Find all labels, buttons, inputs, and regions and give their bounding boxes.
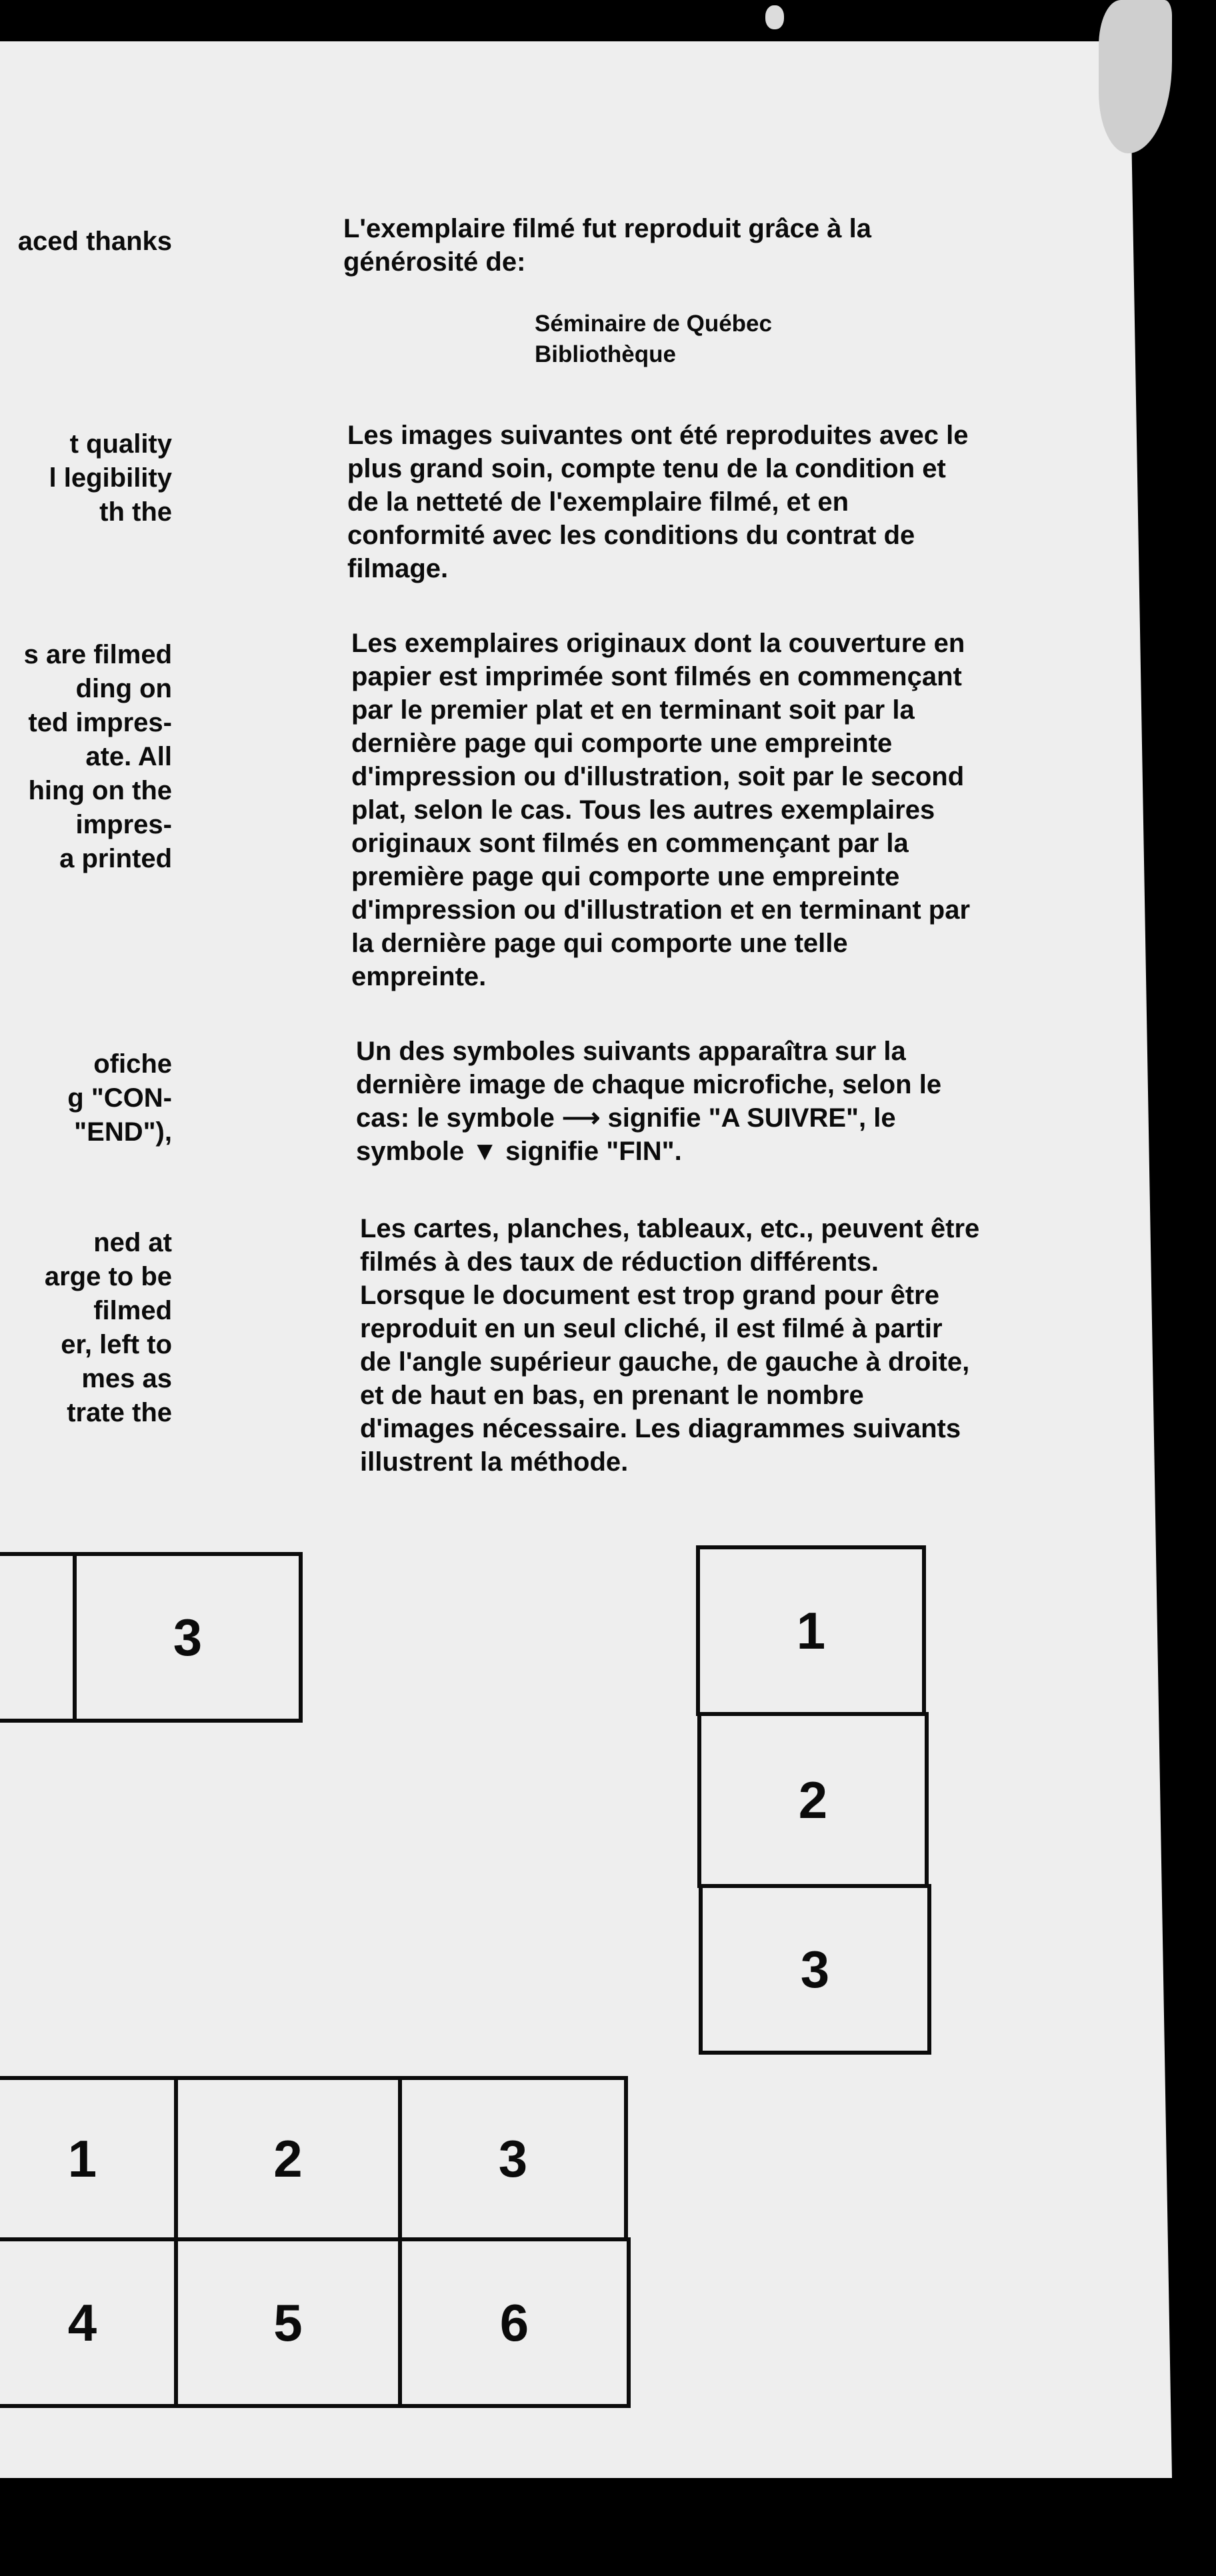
text-line: Les cartes, planches, tableaux, etc., peuvent être [360, 1214, 980, 1243]
institution-name [535, 309, 772, 370]
acknowledgement-paragraph [343, 212, 871, 279]
text-line: filmés à des taux de réduction différents. [360, 1247, 879, 1277]
frame-cell-1: 1 [696, 1545, 926, 1716]
text-line: Les images suivantes ont été reproduites avec le [347, 421, 969, 450]
fragment-line: ned at [93, 1228, 172, 1257]
text-line: de l'angle supérieur gauche, de gauche à droite, [360, 1347, 970, 1377]
fragment-line: hing on the [28, 776, 172, 805]
fragment-line: t quality [69, 429, 172, 459]
fragment-line: er, left to [61, 1330, 172, 1359]
fragment-line: ding on [75, 674, 172, 703]
fragment-line: g "CON- [67, 1083, 172, 1113]
fragment-line: mes as [81, 1364, 172, 1393]
fragment-line: ofiche [93, 1049, 172, 1079]
text-line: dernière image de chaque microfiche, selon le [356, 1070, 942, 1099]
text-line: Séminaire de Québec [535, 311, 772, 337]
text-line: première page qui comporte une empreinte [351, 862, 900, 891]
text-line: filmage. [347, 554, 449, 583]
text-line: plus grand soin, compte tenu de la condition et [347, 454, 946, 483]
originals-paragraph [351, 627, 970, 993]
text-line: par le premier plat et en terminant soit par la [351, 695, 915, 725]
frame-cell-3: 3 [73, 1552, 303, 1723]
text-line: de la netteté de l'exemplaire filmé, et en [347, 487, 849, 517]
text-line: conformité avec les conditions du contrat de [347, 521, 915, 550]
text-line: cas: le symbole ⟶ signifie "A SUIVRE", le [356, 1103, 896, 1133]
fragment-line: th the [99, 497, 172, 527]
text-line: dernière page qui comporte une empreinte [351, 729, 893, 758]
grid-cell-6: 6 [398, 2237, 631, 2408]
text-line: et de haut en bas, en prenant le nombre [360, 1381, 864, 1410]
scan-smudge-corner [1099, 0, 1172, 153]
symbols-paragraph [356, 1035, 941, 1168]
text-line: Les exemplaires originaux dont la couverture en [351, 629, 965, 658]
fragment-line: impres- [75, 810, 172, 839]
fragment-line: trate the [67, 1398, 172, 1427]
grid-cell-5: 5 [174, 2237, 402, 2408]
text-line: L'exemplaire filmé fut reproduit grâce à la [343, 214, 871, 243]
quality-paragraph [347, 419, 968, 585]
fragment-line: l legibility [49, 463, 172, 493]
maps-paragraph [360, 1212, 979, 1479]
text-line: la dernière page qui comporte une telle [351, 929, 848, 958]
text-line: Un des symboles suivants apparaîtra sur la [356, 1037, 906, 1066]
grid-cell-2: 2 [174, 2076, 402, 2241]
frame-cell-3: 3 [699, 1884, 931, 2055]
scan-smudge-top [765, 5, 784, 29]
text-line: papier est imprimée sont filmés en commençant [351, 662, 962, 691]
text-line: reproduit en un seul cliché, il est filmé à partir [360, 1314, 943, 1343]
fragment-line: a printed [59, 844, 172, 873]
fragment-line: "END"), [74, 1117, 172, 1147]
fragment-line: ted impres- [28, 708, 172, 737]
fragment-line: filmed [93, 1296, 172, 1325]
text-line: d'impression ou d'illustration, soit par le second [351, 762, 965, 791]
text-line: originaux sont filmés en commençant par la [351, 829, 909, 858]
text-line: Lorsque le document est trop grand pour être [360, 1281, 939, 1310]
text-line: générosité de: [343, 247, 526, 277]
frame-cell-partial [0, 1552, 77, 1723]
text-line: empreinte. [351, 962, 487, 991]
text-line: symbole ▼ signifie "FIN". [356, 1137, 682, 1166]
fragment-line: s are filmed [23, 640, 172, 669]
grid-cell-1: 1 [0, 2076, 178, 2241]
text-line: illustrent la méthode. [360, 1447, 629, 1477]
grid-cell-3: 3 [398, 2076, 628, 2241]
text-line: plat, selon le cas. Tous les autres exemplaires [351, 795, 935, 825]
text-line: d'impression ou d'illustration et en terminant par [351, 895, 971, 925]
text-line: Bibliothèque [535, 341, 676, 367]
grid-cell-4: 4 [0, 2237, 178, 2408]
text-line: d'images nécessaire. Les diagrammes suivants [360, 1414, 961, 1443]
fragment-line: arge to be [44, 1262, 172, 1291]
frame-cell-2: 2 [697, 1712, 929, 1888]
fragment-line: ate. All [85, 742, 172, 771]
fragment-line: aced thanks [17, 227, 172, 256]
